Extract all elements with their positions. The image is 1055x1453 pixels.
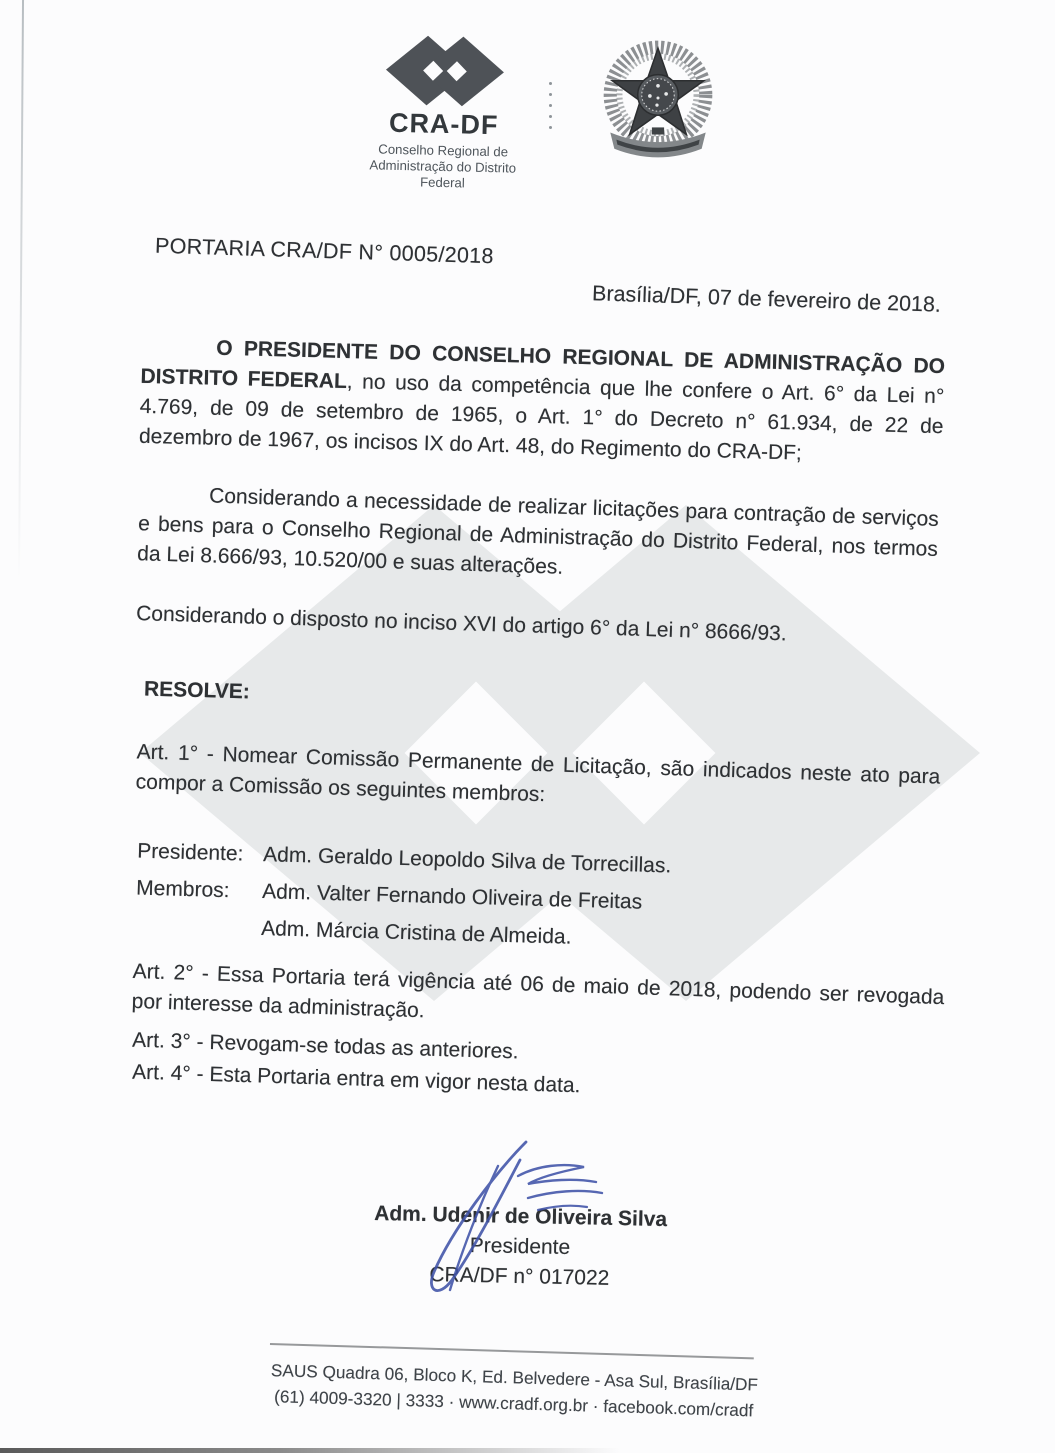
commission-list: [135, 837, 672, 963]
signatory-registration: CRA/DF n° 017022: [429, 1263, 610, 1290]
footer-divider: [270, 1343, 754, 1359]
article-3-paragraph: Art. 3° - Revogam-se todas as anteriores.: [131, 1028, 519, 1064]
article-1-paragraph: Art. 1° - Nomear Comissão Permanente de Licitação, são indicados neste ato para compor a Comissão os seguintes membros:: [135, 740, 941, 807]
commission-role: Presidente:: [136, 839, 244, 866]
logo-acronym: CRA-DF: [388, 107, 499, 141]
preamble-rest: , no uso da competência que lhe confere o Art. 6° da Lei n° 4.769, de 09 de setembro de 1965, o Art. 1° do Decreto n° 61.934, de 22 de dezembro de 1967, os incisos IX do Art. 48, do Regimento do CRA-DF;: [138, 370, 945, 465]
consideration-paragraph-2: Considerando o disposto no inciso XVI do artigo 6° da Lei n° 8666/93.: [135, 601, 787, 646]
resolve-heading: RESOLVE:: [143, 677, 251, 704]
consideration-paragraph-1: Considerando a necessidade de realizar licitações para contração de serviços e bens para o Conselho Regional de Administração do Distrito Federal, nos termos da Lei 8.666/93, 10.520/00 e suas alterações.: [136, 484, 940, 579]
commission-member-name: Adm. Geraldo Leopoldo Silva de Torrecillas.: [262, 843, 672, 878]
scan-edge-bottom: [0, 1448, 620, 1453]
footer-contacts: (61) 4009-3320 | 3333 · www.cradf.org.br · facebook.com/cradf: [273, 1386, 754, 1421]
article-2-paragraph: Art. 2° - Essa Portaria terá vigência até 06 de maio de 2018, podendo ser revogada por interesse da administração.: [131, 959, 945, 1023]
handwritten-signature-ink-icon: [378, 1138, 618, 1303]
logo-org-name: Conselho Regional de Administração do Distrito Federal: [369, 141, 517, 191]
dateline: Brasília/DF, 07 de fevereiro de 2018.: [591, 281, 942, 317]
preamble-paragraph: [139, 332, 946, 472]
document-title: PORTARIA CRA/DF N° 0005/2018: [154, 233, 495, 269]
commission-role: Membros:: [135, 876, 230, 903]
logo-double-diamond-icon: [385, 35, 505, 108]
header-separator-dots-icon: [549, 82, 552, 129]
signatory-name: Adm. Udenir de Oliveira Silva: [373, 1201, 668, 1232]
footer-address: SAUS Quadra 06, Bloco K, Ed. Belvedere - Asa Sul, Brasília/DF: [270, 1360, 759, 1395]
commission-member-name: Adm. Márcia Cristina de Almeida.: [260, 917, 572, 949]
cra-df-logo: [358, 34, 529, 193]
footer: [233, 1356, 794, 1425]
scan-edge-left: [18, 0, 24, 580]
signatory-role: Presidente: [469, 1233, 571, 1260]
preamble-bold: O PRESIDENTE DO CONSELHO REGIONAL DE ADMINISTRAÇÃO DO DISTRITO FEDERAL: [140, 336, 946, 394]
brazil-coat-of-arms-icon: [597, 34, 719, 166]
article-4-paragraph: Art. 4° - Esta Portaria entra em vigor nesta data.: [131, 1060, 581, 1098]
commission-member-name: Adm. Valter Fernando Oliveira de Freitas: [261, 880, 643, 914]
